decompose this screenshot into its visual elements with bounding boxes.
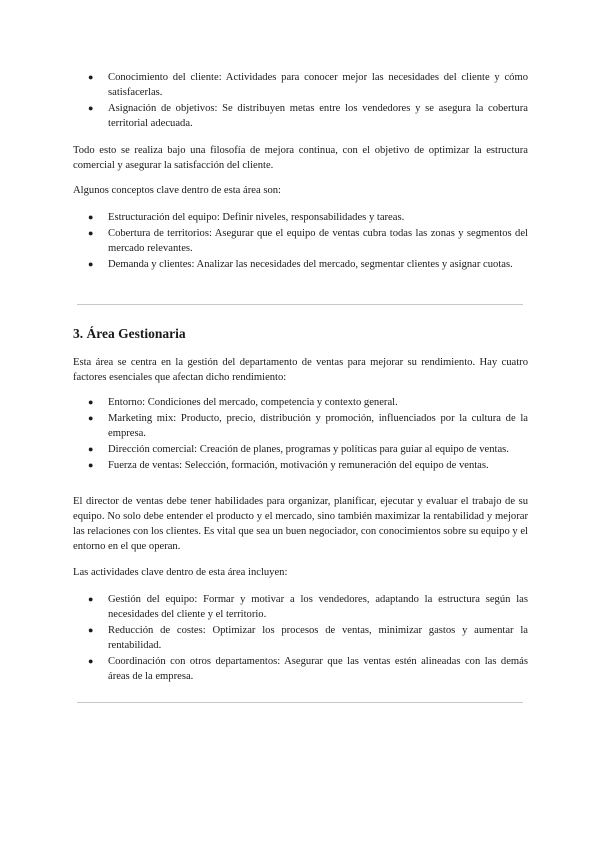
bullet-icon: ● (88, 212, 94, 222)
list-item: ● Cobertura de territorios: Asegurar que el equipo de ventas cubra todas las zonas y segmentos del mercado relevantes. (88, 228, 528, 254)
bullet-icon: ● (88, 397, 94, 407)
activities-list (73, 592, 528, 684)
list-item: ● Fuerza de ventas: Selección, formación, motivación y remuneración del equipo de ventas. (88, 460, 489, 471)
list-item: ● Asignación de objetivos: Se distribuyen metas entre los vendedores y se asegura la cobertura territorial adecuada. (88, 103, 528, 129)
list-item: ● Estructuración del equipo: Definir niveles, responsabilidades y tareas. (88, 212, 405, 223)
section-intro-paragraph: Esta área se centra en la gestión del departamento de ventas para mejorar su rendimiento. Hay cuatro factores esenciales que afectan dicho rendimiento: (73, 357, 528, 383)
bullet-icon: ● (88, 460, 94, 470)
list-item: ● Gestión del equipo: Formar y motivar a los vendedores, adaptando la estructura según las necesidades del cliente y el territorio. (88, 594, 528, 620)
list-item: ● Conocimiento del cliente: Actividades para conocer mejor las necesidades del cliente y cómo satisfacerlas. (88, 72, 528, 98)
section-divider (77, 702, 523, 703)
activities-intro: Las actividades clave dentro de esta área incluyen: (73, 567, 288, 578)
list-item: ● Coordinación con otros departamentos: Asegurar que las ventas estén alineadas con las demás áreas de la empresa. (88, 656, 528, 682)
bullet-icon: ● (88, 72, 94, 82)
bullet-icon: ● (88, 103, 94, 113)
list-item: ● Entorno: Condiciones del mercado, competencia y contexto general. (88, 397, 398, 408)
bullet-icon: ● (88, 594, 94, 604)
key-concepts-intro: Algunos conceptos clave dentro de esta área son: (73, 185, 281, 196)
bullet-icon: ● (88, 625, 94, 635)
sales-director-paragraph: El director de ventas debe tener habilidades para organizar, planificar, ejecutar y evaluar el trabajo de su equipo. No solo debe entender el producto y el mercado, sino también maximizar la rentabilidad y mejorar las relaciones con los clientes. Es vital que sea un buen negociador, con conocimientos sobre su equipo y el entorno en el que operan. (73, 496, 528, 552)
key-concepts-list (73, 210, 528, 272)
section-title: 3. Área Gestionaria (73, 326, 186, 341)
bullet-icon: ● (88, 259, 94, 269)
bullet-icon: ● (88, 228, 94, 238)
factors-list (73, 395, 528, 473)
continuous-improvement-paragraph: Todo esto se realiza bajo una filosofía de mejora continua, con el objetivo de optimizar la estructura comercial y asegurar la satisfacción del cliente. (73, 145, 528, 171)
objectives-list (73, 70, 528, 131)
list-item: ● Demanda y clientes: Analizar las necesidades del mercado, segmentar clientes y asignar cuotas. (88, 259, 513, 270)
bullet-icon: ● (88, 656, 94, 666)
bullet-icon: ● (88, 413, 94, 423)
list-item: ● Dirección comercial: Creación de planes, programas y políticas para guiar al equipo de ventas. (88, 444, 509, 455)
list-item: ● Reducción de costes: Optimizar los procesos de ventas, minimizar gastos y aumentar la rentabilidad. (88, 625, 528, 651)
bullet-icon: ● (88, 444, 94, 454)
list-item: ● Marketing mix: Producto, precio, distribución y promoción, influenciados por la cultura de la empresa. (88, 413, 528, 439)
section-divider (77, 304, 523, 305)
